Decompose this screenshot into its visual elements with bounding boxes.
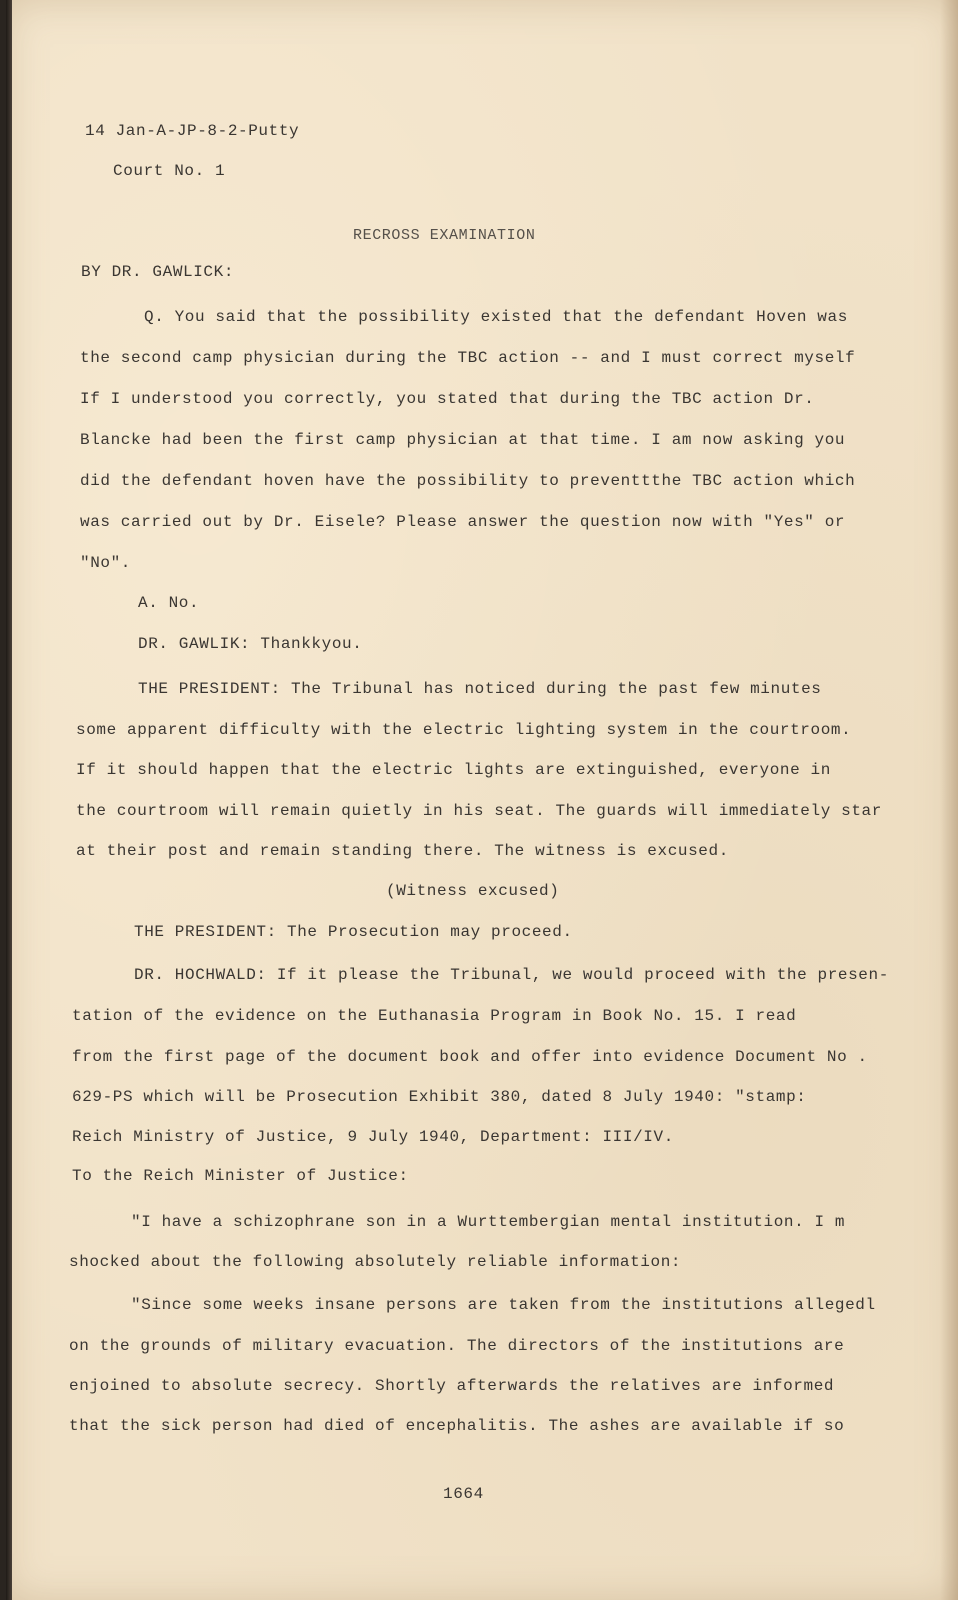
- transcript-line: To the Reich Minister of Justice:: [72, 1167, 409, 1185]
- transcript-line: tation of the evidence on the Euthanasia Program in Book No. 15. I read: [72, 1007, 797, 1025]
- transcript-line: from the first page of the document book and offer into evidence Document No .: [72, 1048, 868, 1066]
- transcript-line: did the defendant hoven have the possibility to preventtthe TBC action which: [80, 472, 856, 490]
- transcript-line: was carried out by Dr. Eisele? Please answer the question now with "Yes" or: [80, 513, 846, 531]
- paper-shadow: [940, 0, 958, 1600]
- binding-edge: [6, 0, 12, 1600]
- document-reference: 14 Jan-A-JP-8-2-Putty: [85, 122, 300, 140]
- transcript-line: DR. GAWLIK: Thankkyou.: [138, 635, 363, 653]
- transcript-line: 629-PS which will be Prosecution Exhibit 380, dated 8 July 1940: "stamp:: [72, 1088, 807, 1106]
- transcript-line: Blancke had been the first camp physician at that time. I am now asking you: [80, 431, 846, 449]
- stage-direction: (Witness excused): [386, 882, 560, 900]
- transcript-line: Q. You said that the possibility existed that the defendant Hoven was: [144, 308, 848, 326]
- letter-line: shocked about the following absolutely reliable information:: [69, 1253, 682, 1271]
- transcript-line: DR. HOCHWALD: If it please the Tribunal, we would proceed with the presen-: [134, 966, 889, 984]
- section-title: RECROSS EXAMINATION: [353, 227, 536, 244]
- transcript-line: If I understood you correctly, you stated that during the TBC action Dr.: [80, 390, 815, 408]
- transcript-line: If it should happen that the electric lights are extinguished, everyone in: [76, 761, 831, 779]
- document-page: [6, 0, 958, 1600]
- transcript-line: Reich Ministry of Justice, 9 July 1940, Department: III/IV.: [72, 1128, 674, 1146]
- letter-line: on the grounds of military evacuation. The directors of the institutions are: [69, 1337, 845, 1355]
- transcript-line: "No".: [80, 554, 132, 572]
- transcript-line: some apparent difficulty with the electric lighting system in the courtroom.: [76, 721, 852, 739]
- transcript-line: at their post and remain standing there. The witness is excused.: [76, 842, 729, 860]
- letter-line: that the sick person had died of encephalitis. The ashes are available if so: [69, 1417, 845, 1435]
- transcript-line: THE PRESIDENT: The Tribunal has noticed during the past few minutes: [138, 680, 822, 698]
- transcript-line: the second camp physician during the TBC action -- and I must correct myself: [80, 349, 856, 367]
- page-number: 1664: [443, 1485, 484, 1503]
- examiner-line: BY DR. GAWLICK:: [81, 263, 235, 281]
- answer-line: A. No.: [138, 594, 200, 612]
- letter-line: "I have a schizophrane son in a Wurttembergian mental institution. I m: [131, 1213, 846, 1231]
- transcript-line: THE PRESIDENT: The Prosecution may proceed.: [134, 923, 573, 941]
- transcript-line: the courtroom will remain quietly in his seat. The guards will immediately star: [76, 802, 882, 820]
- letter-line: enjoined to absolute secrecy. Shortly afterwards the relatives are informed: [69, 1377, 835, 1395]
- letter-line: "Since some weeks insane persons are taken from the institutions allegedl: [131, 1296, 876, 1314]
- court-number: Court No. 1: [113, 162, 226, 180]
